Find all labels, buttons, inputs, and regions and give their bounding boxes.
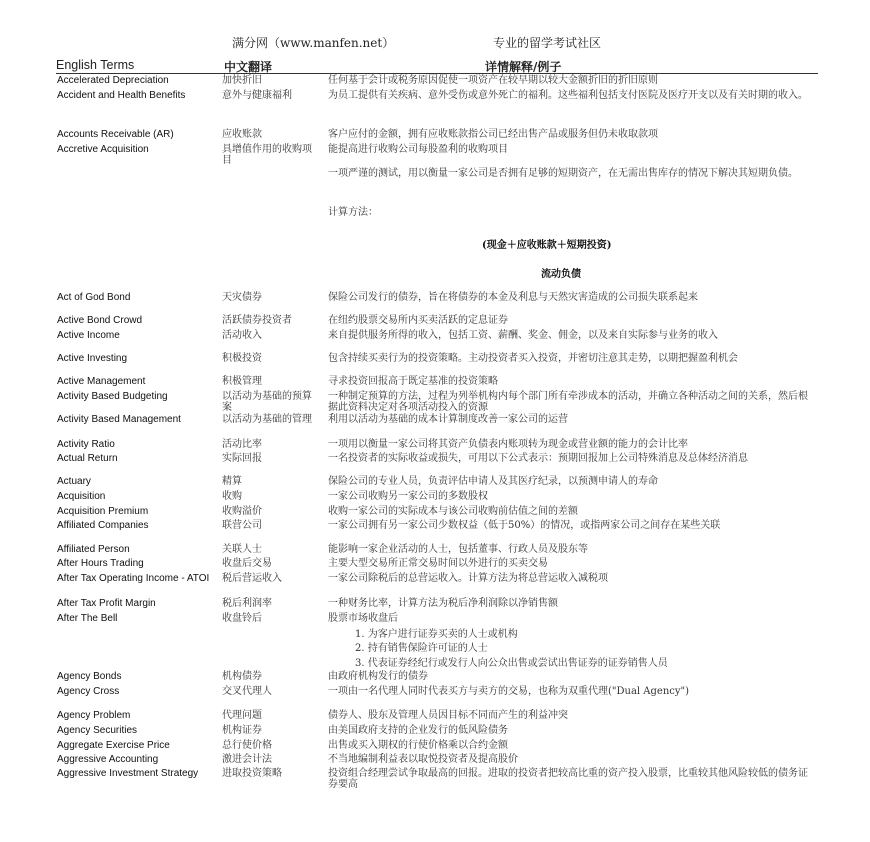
term-explanation: 一家公司收购另一家公司的多数股权: [328, 491, 488, 502]
term-english: Agency Problem: [57, 710, 131, 721]
term-english: Active Investing: [57, 353, 128, 364]
term-english: Agency Bonds: [57, 671, 122, 682]
term-explanation: 一种财务比率，计算方法为税后净利润除以净销售额: [328, 598, 558, 609]
term-english: Activity Based Management: [57, 414, 181, 425]
term-explanation: 股票市场收盘后: [328, 613, 398, 624]
term-explanation: 任何基于会计或税务原因促使一项资产在较早期以较大金额折旧的折旧原则: [328, 75, 658, 86]
site-slogan: 专业的留学考试社区: [493, 36, 602, 50]
term-explanation: 来自提供服务所得的收入，包括工资、薪酬、奖金、佣金，以及来自实际参与业务的收入: [328, 330, 718, 341]
term-explanation: 由美国政府支持的企业发行的低风险债务: [328, 725, 508, 736]
column-heading-explanation: 详情解释/例子: [485, 60, 562, 74]
term-explanation: 一家公司拥有另一家公司少数权益（低于50%）的情况，或指两家公司之间存在某些关联: [328, 520, 721, 531]
term-english: Agency Securities: [57, 725, 138, 736]
term-english: Acquisition: [57, 491, 106, 502]
term-explanation: 债券人、股东及管理人员因目标不同而产生的利益冲突: [328, 710, 568, 721]
term-explanation: 一项用以衡量一家公司将其资产负债表内账项转为现金或营业额的能力的会计比率: [328, 439, 688, 450]
term-explanation: 能提高进行收购公司每股盈利的收购项目: [328, 144, 508, 155]
term-chinese: 积极管理: [222, 376, 262, 387]
term-english: Active Income: [57, 330, 120, 341]
term-chinese: 天灾债券: [222, 292, 262, 303]
term-chinese: 机构债券: [222, 671, 262, 682]
term-chinese: 税后利润率: [222, 598, 272, 609]
term-english: After The Bell: [57, 613, 118, 624]
term-chinese: 代理问题: [222, 710, 262, 721]
term-chinese: 收盘后交易: [222, 558, 272, 569]
page-header: [0, 34, 870, 50]
term-english: Accident and Health Benefits: [57, 90, 186, 101]
term-english: After Hours Trading: [57, 558, 144, 569]
term-explanation: 能影响一家企业活动的人士，包括董事、行政人员及股东等: [328, 544, 588, 555]
formula-denominator: 流动负债: [541, 269, 581, 280]
term-english: Active Management: [57, 376, 146, 387]
term-english: Agency Cross: [57, 686, 120, 697]
term-chinese: 实际回报: [222, 453, 262, 464]
term-explanation: 保险公司发行的债券，旨在将债券的本金及利息与天然灾害造成的公司损失联系起来: [328, 292, 698, 303]
term-chinese: 意外与健康福利: [222, 90, 292, 101]
calculation-label: 计算方法：: [328, 207, 378, 218]
term-explanation: 一家公司除税后的总营运收入。计算方法为将总营运收入减税项: [328, 573, 608, 584]
term-explanation: 一项由一名代理人同时代表买方与卖方的交易，也称为双重代理("Dual Agency"): [328, 686, 690, 697]
header-divider: [56, 73, 818, 74]
term-chinese: 应收账款: [222, 129, 262, 140]
term-english: Act of God Bond: [57, 292, 131, 303]
term-chinese: 税后营运收入: [222, 573, 282, 584]
term-english: After Tax Profit Margin: [57, 598, 156, 609]
term-chinese: 活跃债券投资者: [222, 315, 292, 326]
term-english: Affiliated Person: [57, 544, 130, 555]
term-explanation: 一名投资者的实际收益或损失，可用以下公式表示：预期回报加上公司特殊消息及总体经济消息: [328, 453, 748, 464]
formula-numerator: (现金＋应收账款＋短期投资): [482, 240, 612, 251]
column-heading-english: English Terms: [56, 58, 135, 72]
term-chinese: 总行使价格: [222, 740, 272, 751]
term-chinese: 机构证券: [222, 725, 262, 736]
term-explanation: 保险公司的专业人员，负责评估申请人及其医疗纪录，以预测申请人的寿命: [328, 476, 658, 487]
column-heading-chinese: 中文翻译: [224, 60, 273, 74]
term-chinese: 交叉代理人: [222, 686, 272, 697]
term-chinese: 收购溢价: [222, 506, 262, 517]
term-explanation: 由政府机构发行的债券: [328, 671, 428, 682]
term-chinese: 以活动为基础的预算案: [222, 391, 312, 413]
term-english: Activity Ratio: [57, 439, 115, 450]
term-explanation: 包含持续买卖行为的投资策略。主动投资者买入投资，并密切注意其走势，以期把握盈利机会: [328, 353, 738, 364]
term-explanation: 收购一家公司的实际成本与该公司收购前估值之间的差额: [328, 506, 578, 517]
term-english: After Tax Operating Income - ATOI: [57, 573, 210, 584]
term-chinese: 关联人士: [222, 544, 262, 555]
term-english: Accelerated Depreciation: [57, 75, 169, 86]
term-english: Actual Return: [57, 453, 118, 464]
term-explanation: 为员工提供有关疾病、意外受伤或意外死亡的福利。这些福利包括支付医院及医疗开支以及有关时期的收入。: [328, 90, 808, 101]
term-chinese: 活动收入: [222, 330, 262, 341]
term-explanation: 不当地编制利益表以取悦投资者及提高股价: [328, 754, 518, 765]
term-english: Active Bond Crowd: [57, 315, 143, 326]
list-item: 1. 为客户进行证券买卖的人士或机构: [355, 629, 518, 640]
term-explanation: 出售或买入期权的行使价格乘以合约金额: [328, 740, 508, 751]
term-chinese: 以活动为基础的管理: [222, 414, 312, 425]
term-english: Activity Based Budgeting: [57, 391, 168, 402]
term-chinese: 积极投资: [222, 353, 262, 364]
term-chinese: 收盘铃后: [222, 613, 262, 624]
term-english: Actuary: [57, 476, 91, 487]
term-chinese: 精算: [222, 476, 242, 487]
term-chinese: 收购: [222, 491, 242, 502]
term-explanation: 投资组合经理尝试争取最高的回报。进取的投资者把较高比重的资产投入股票，比重较其他风险较低的债务证券要高: [328, 768, 808, 790]
term-chinese: 激进会计法: [222, 754, 272, 765]
term-chinese: 具增值作用的收购项目: [222, 144, 312, 166]
acid-test-description: 一项严谨的测试，用以衡量一家公司是否拥有足够的短期资产，在无需出售库存的情况下解决其短期负债。: [328, 168, 798, 179]
term-chinese: 进取投资策略: [222, 768, 282, 779]
term-english: Aggregate Exercise Price: [57, 740, 170, 751]
term-english: Accretive Acquisition: [57, 144, 149, 155]
term-explanation: 寻求投资回报高于既定基准的投资策略: [328, 376, 498, 387]
list-item: 2. 持有销售保险许可证的人士: [355, 643, 488, 654]
term-english: Affiliated Companies: [57, 520, 149, 531]
term-english: Acquisition Premium: [57, 506, 149, 517]
term-explanation: 一种制定预算的方法，过程为列举机构内每个部门所有牵涉成本的活动，并确立各种活动之间的关系，然后根据此资料决定对各项活动投入的资源: [328, 391, 808, 413]
term-explanation: 在纽约股票交易所内买卖活跃的定息证券: [328, 315, 508, 326]
term-chinese: 联营公司: [222, 520, 262, 531]
term-chinese: 加快折旧: [222, 75, 262, 86]
list-item: 3. 代表证券经纪行或发行人向公众出售或尝试出售证券的证券销售人员: [355, 658, 668, 669]
term-explanation: 客户应付的金额，拥有应收账款指公司已经出售产品或服务但仍未收取款项: [328, 129, 658, 140]
term-english: Aggressive Accounting: [57, 754, 159, 765]
term-english: Aggressive Investment Strategy: [57, 768, 199, 779]
term-explanation: 利用以活动为基础的成本计算制度改善一家公司的运营: [328, 414, 568, 425]
term-english: Accounts Receivable (AR): [57, 129, 174, 140]
term-explanation: 主要大型交易所正常交易时间以外进行的买卖交易: [328, 558, 548, 569]
site-name: 满分网（www.manfen.net）: [232, 36, 395, 50]
term-chinese: 活动比率: [222, 439, 262, 450]
